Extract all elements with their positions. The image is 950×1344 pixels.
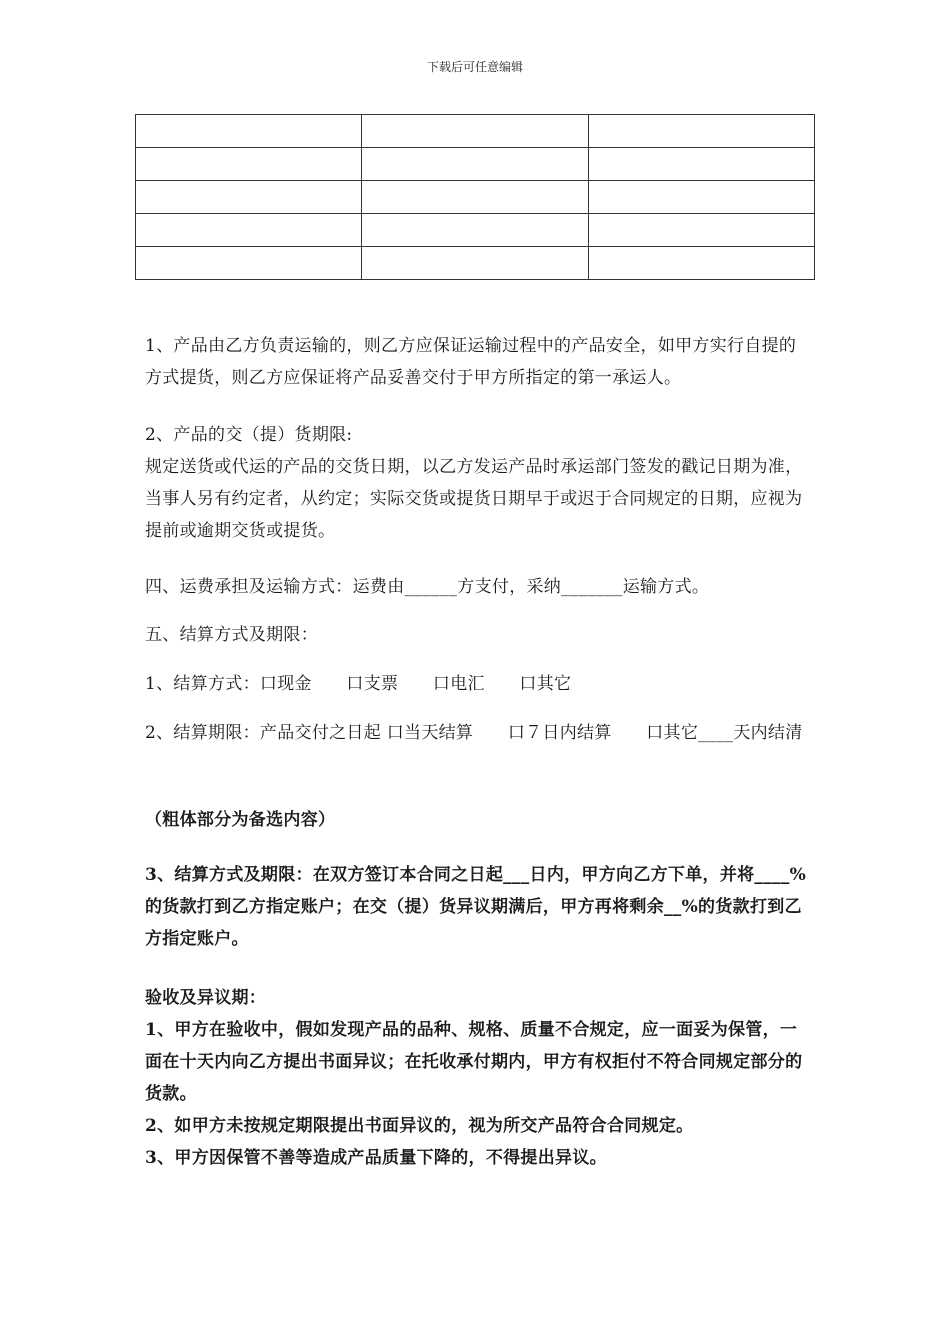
settlement-heading [145, 619, 810, 651]
table-cell [588, 214, 814, 247]
blank-table [135, 114, 815, 280]
delivery-period-title: 2、产品的交（提）货期限: [145, 425, 353, 445]
table-cell [136, 247, 362, 280]
table-cell [136, 181, 362, 214]
page-header: 下载后可任意编辑 [426, 60, 523, 74]
table-cell [588, 247, 814, 280]
table-row [136, 148, 815, 181]
settlement-method-paragraph: 1、结算方式：口现金 口支票 口电汇 口其它 [145, 674, 572, 694]
table-cell [362, 181, 588, 214]
delivery-period-body: 规定送货或代运的产品的交货日期，以乙方发运产品时承运部门签发的戳记日期为准，当事人另有约定者，从约定；实际交货或提货日期早于或迟于合同规定的日期，应视为提前或逾期交货或提货。 [145, 457, 803, 541]
delivery-period-clause [145, 419, 810, 547]
table-cell [136, 115, 362, 148]
freight-clause [145, 571, 810, 603]
table-cell [362, 115, 588, 148]
inspection-item-1: 1、甲方在验收中，假如发现产品的品种、规格、质量不合规定，应一面妥为保管，一面在十天内向乙方提出书面异议；在托收承付期内，甲方有权拒付不符合同规定部分的货款。 [145, 1020, 803, 1104]
table-cell [136, 214, 362, 247]
settlement-method [145, 668, 810, 700]
settlement-period-paragraph: 2、结算期限：产品交付之日起 口当天结算 口７日内结算 口其它____天内结清 [145, 723, 803, 743]
transport-paragraph: 1、产品由乙方负责运输的，则乙方应保证运输过程中的产品安全，如甲方实行自提的方式提货，则乙方应保证将产品妥善交付于甲方所指定的第一承运人。 [145, 336, 797, 388]
table-cell [362, 214, 588, 247]
freight-paragraph: 四、运费承担及运输方式：运费由______方支付，采纳_______运输方式。 [145, 577, 710, 597]
table-cell [362, 247, 588, 280]
inspection-item-2: 2、如甲方未按规定期限提出书面异议的，视为所交产品符合合同规定。 [145, 1116, 694, 1136]
settlement-terms [145, 859, 810, 955]
table-cell [136, 148, 362, 181]
table-cell [588, 181, 814, 214]
settlement-terms-paragraph: 3、结算方式及期限：在双方签订本合同之日起___日内，甲方向乙方下单，并将____%的货款打到乙方指定账户；在交（提）货异议期满后，甲方再将剩余__%的货款打到乙方指定账户。 [145, 865, 807, 949]
transport-clause [145, 330, 810, 394]
table-cell [362, 148, 588, 181]
optional-note-paragraph: （粗体部分为备选内容） [145, 810, 336, 830]
settlement-title: 五、结算方式及期限： [145, 625, 318, 645]
inspection-item-3: 3、甲方因保管不善等造成产品质量下降的，不得提出异议。 [145, 1148, 607, 1168]
inspection-title: 验收及异议期： [145, 988, 267, 1008]
table-row [136, 115, 815, 148]
table-row [136, 247, 815, 280]
table-row [136, 181, 815, 214]
inspection-clause [145, 982, 810, 1174]
table-cell [588, 115, 814, 148]
optional-note [145, 804, 810, 836]
table-cell [588, 148, 814, 181]
table-row [136, 214, 815, 247]
settlement-period [145, 717, 810, 749]
